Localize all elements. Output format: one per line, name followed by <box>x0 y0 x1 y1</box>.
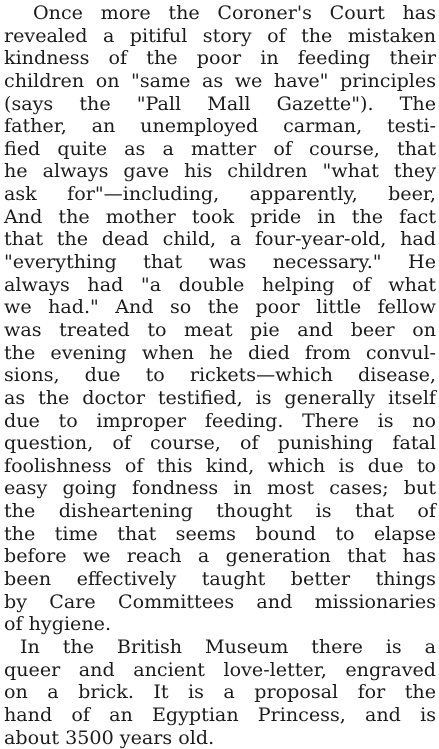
text-line: been effectively taught better things <box>4 568 436 591</box>
text-line: question, of course, of punishing fatal <box>4 432 436 455</box>
text-line: we had." And so the poor little fellow <box>4 296 436 319</box>
text-line: queer and ancient love-letter, engraved <box>4 659 436 682</box>
text-line: always had "a double helping of what <box>4 274 436 297</box>
text-line: on a brick. It is a proposal for the <box>4 681 436 704</box>
newspaper-clipping <box>4 2 436 702</box>
text-line: In the British Museum there is a <box>4 636 436 659</box>
text-line: revealed a pitiful story of the mistaken <box>4 25 436 48</box>
text-line: the disheartening thought is that of <box>4 500 436 523</box>
text-line: easy going fondness in most cases; but <box>4 477 436 500</box>
text-line: he always gave his children "what they <box>4 160 436 183</box>
text-line: father, an unemployed carman, testi- <box>4 115 436 138</box>
text-line: "everything that was necessary." He <box>4 251 436 274</box>
text-line: And the mother took pride in the fact <box>4 206 436 229</box>
text-line: was treated to meat pie and beer on <box>4 319 436 342</box>
paragraph-coroners-court <box>4 2 436 636</box>
text-line: Once more the Coroner's Court has <box>4 2 436 25</box>
text-line: foolishness of this kind, which is due to <box>4 455 436 478</box>
text-line: ask for"—including, apparently, beer, <box>4 183 436 206</box>
text-line: about 3500 years old. <box>4 727 436 749</box>
text-line: (says the "Pall Mall Gazette"). The <box>4 93 436 116</box>
text-line: as the doctor testified, is generally itself <box>4 387 436 410</box>
text-line: due to improper feeding. There is no <box>4 410 436 433</box>
text-line: kindness of the poor in feeding their <box>4 47 436 70</box>
text-line: fied quite as a matter of course, that <box>4 138 436 161</box>
text-line: the time that seems bound to elapse <box>4 523 436 546</box>
text-line: sions, due to rickets—which disease, <box>4 364 436 387</box>
text-line: before we reach a generation that has <box>4 545 436 568</box>
text-line: the evening when he died from convul- <box>4 342 436 365</box>
text-line: hand of an Egyptian Princess, and is <box>4 704 436 727</box>
text-line: by Care Committees and missionaries <box>4 591 436 614</box>
paragraph-british-museum <box>4 636 436 749</box>
text-line: of hygiene. <box>4 613 436 636</box>
text-line: children on "same as we have" principles <box>4 70 436 93</box>
text-line: that the dead child, a four-year-old, had <box>4 228 436 251</box>
